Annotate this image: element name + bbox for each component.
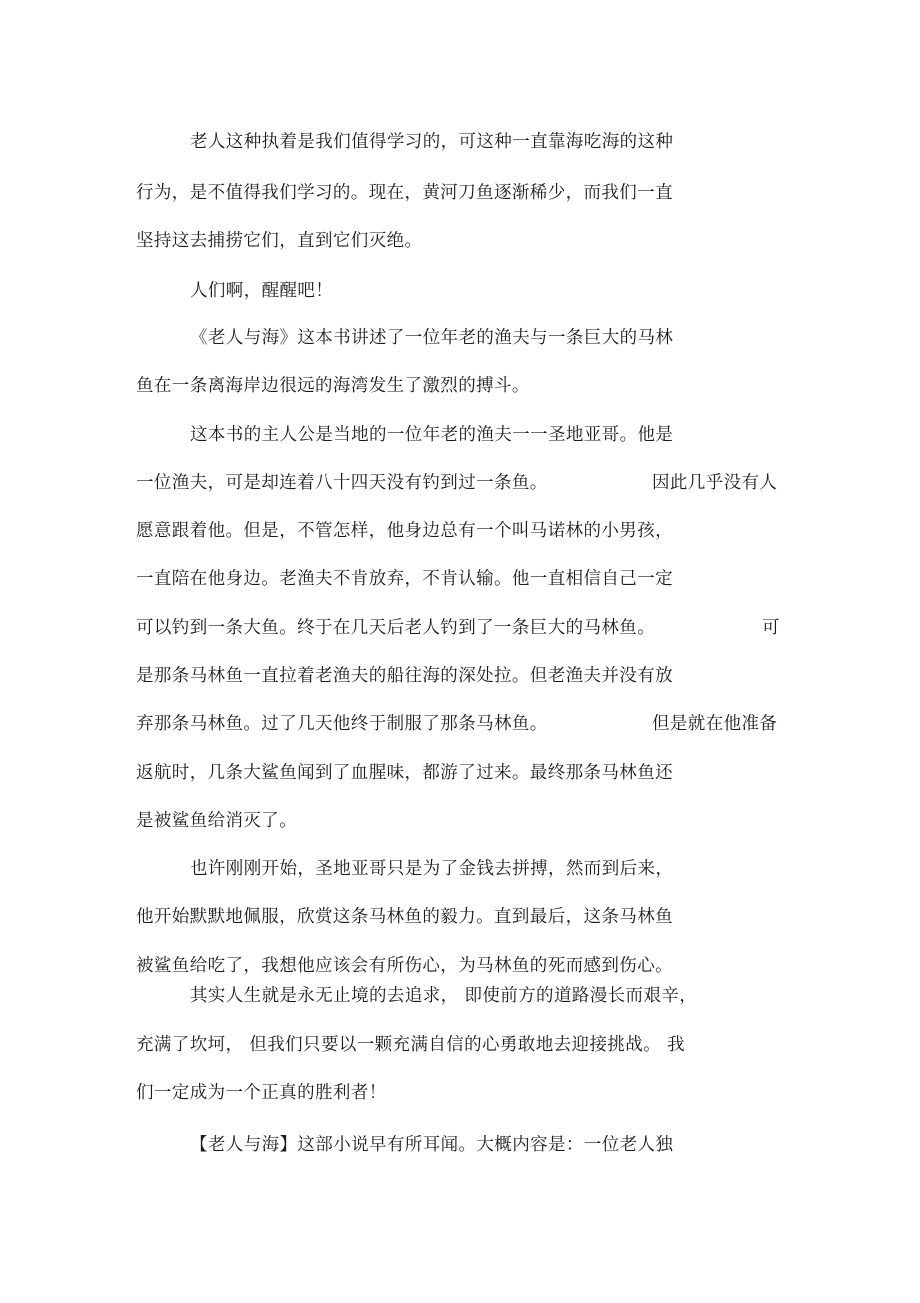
text-line: 可 — [762, 618, 780, 638]
text-line: 这本书的主人公是当地的一位年老的渔夫一一圣地亚哥。他是 — [190, 425, 674, 445]
text-line: 被鲨鱼给吃了，我想他应该会有所伤心，为马林鱼的死而感到伤心。 — [136, 956, 673, 976]
text-line: 愿意跟着他。但是，不管怎样，他身边总有一个叫马诺林的小男孩， — [136, 521, 673, 541]
text-line: 鱼在一条离海岸边很远的海湾发生了激烈的搏斗。 — [136, 376, 530, 396]
text-line: 是那条马林鱼一直拉着老渔夫的船往海的深处拉。但老渔夫并没有放 — [136, 666, 673, 686]
text-line: 一直陪在他身边。老渔夫不肯放弃，不肯认输。他一直相信自己一定 — [136, 569, 673, 589]
text-line: 但是就在他准备 — [652, 714, 778, 734]
text-line: 充满了坎坷， 但我们只要以一颗充满自信的心勇敢地去迎接挑战。 我 — [136, 1035, 685, 1055]
text-line: 因此几乎没有人 — [652, 473, 778, 493]
text-line: 返航时，几条大鲨鱼闻到了血腥味，都游了过来。最终那条马林鱼还 — [136, 763, 673, 783]
text-line: 一位渔夫，可是却连着八十四天没有钓到过一条鱼。 — [136, 473, 548, 493]
text-line: 可以钓到一条大鱼。终于在几天后老人钓到了一条巨大的马林鱼。 — [136, 618, 656, 638]
text-line: 人们啊，醒醒吧！ — [190, 281, 334, 301]
text-line: 【老人与海】这部小说早有所耳闻。大概内容是：一位老人独 — [190, 1135, 674, 1155]
text-line: 他开始默默地佩服，欣赏这条马林鱼的毅力。直到最后，这条马林鱼 — [136, 907, 673, 927]
text-line: 们一定成为一个正真的胜利者！ — [136, 1083, 387, 1103]
text-line: 也许刚刚开始，圣地亚哥只是为了金钱去拼搏，然而到后来， — [190, 859, 674, 879]
text-line: 老人这种执着是我们值得学习的，可这种一直靠海吃海的这种 — [190, 132, 674, 152]
text-line: 行为，是不值得我们学习的。现在，黄河刀鱼逐渐稀少，而我们一直 — [136, 183, 673, 203]
text-line: 弃那条马林鱼。过了几天他终于制服了那条马林鱼。 — [136, 714, 548, 734]
text-line: 坚持这去捕捞它们，直到它们灭绝。 — [136, 231, 423, 251]
text-line: 是被鲨鱼给消灭了。 — [136, 811, 298, 831]
text-line: 《老人与海》这本书讲述了一位年老的渔夫与一条巨大的马林 — [190, 328, 674, 348]
text-line: 其实人生就是永无止境的去追求， 即使前方的道路漫长而艰辛， — [190, 986, 698, 1006]
